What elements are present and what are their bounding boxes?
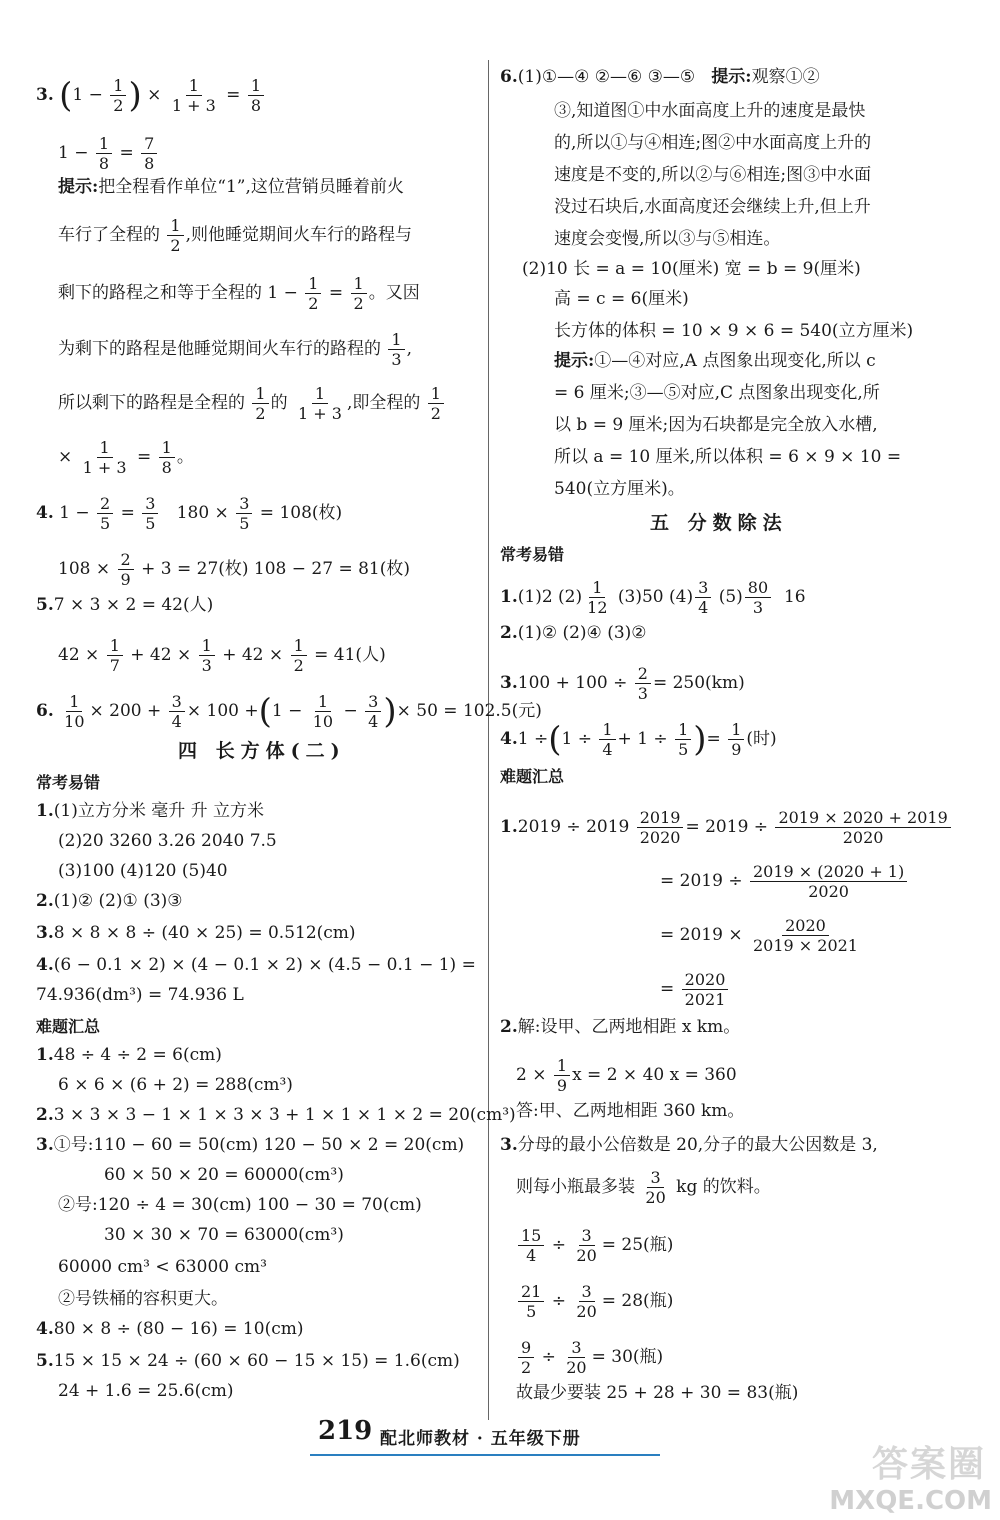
fraction: $\frac{2020}{2021}$ bbox=[682, 970, 729, 1009]
g-q2-line3: 答:甲、乙两地相距 360 km。 bbox=[516, 1101, 745, 1121]
fraction: $\frac{1}{3}$ bbox=[388, 330, 404, 369]
section-4-title: 四 长方体(二) bbox=[178, 740, 346, 762]
g-q1-line1: 1.2019 ÷ 2019 $\frac{2019}{2020}$ = 2019 ÷ $\frac{2019 \times 2020 + 2019}{2020}$ bbox=[500, 808, 953, 847]
fraction: $\frac{1}{10}$ bbox=[312, 692, 334, 731]
watermark-logo: 答案圈 bbox=[871, 1443, 986, 1485]
d-q3e: 60000 cm³ < 63000 cm³ bbox=[58, 1257, 267, 1277]
fraction: $\frac{1}{2}$ bbox=[167, 216, 183, 255]
q3-hint-2: 车行了全程的 $\frac{1}{2}$ ,则他睡觉期间火车行的路程与 bbox=[58, 216, 412, 255]
r6-line9: 长方体的体积 = 10 × 9 × 6 = 540(立方厘米) bbox=[554, 321, 914, 341]
fraction: $\frac{9}{2}$ bbox=[518, 1338, 534, 1377]
r6-line2: ③,知道图①中水面高度上升的速度是最快 bbox=[554, 101, 866, 121]
g-q1-line3: = 2019 × $\frac{2020}{2019 \times 2021}$ bbox=[660, 916, 863, 955]
fraction: $\frac{1}{1 + 3}$ bbox=[82, 438, 127, 477]
footer-title: 配北师教材 · 五年级下册 bbox=[380, 1429, 581, 1449]
fraction: $\frac{1}{2}$ bbox=[252, 384, 268, 423]
fraction: $\frac{1}{9}$ bbox=[728, 720, 744, 759]
r6-line7: (2)10 长 = a = 10(厘米) 宽 = b = 9(厘米) bbox=[522, 259, 861, 279]
fraction: $\frac{1}{2}$ bbox=[110, 76, 126, 115]
d-q2: 2.3 × 3 × 3 − 1 × 1 × 3 × 3 + 1 × 1 × 1 × 2 = 20(cm³) bbox=[36, 1105, 516, 1125]
fraction: $\frac{1}{8}$ bbox=[159, 438, 175, 477]
watermark bbox=[802, 1436, 992, 1516]
fraction: $\frac{7}{8}$ bbox=[141, 134, 157, 173]
fraction: $\frac{3}{20}$ bbox=[576, 1226, 597, 1265]
d-q1a: 1.48 ÷ 4 ÷ 2 = 6(cm) bbox=[36, 1045, 222, 1065]
d-q3a: 3.①号:110 − 60 = 50(cm) 120 − 50 × 2 = 20(cm) bbox=[36, 1135, 465, 1155]
d-q3b: 60 × 50 × 20 = 60000(cm³) bbox=[104, 1165, 344, 1185]
d-q1b: 6 × 6 × (6 + 2) = 288(cm³) bbox=[58, 1075, 293, 1095]
page-number: 219 bbox=[318, 1416, 373, 1446]
d-q3f: ②号铁桶的容积更大。 bbox=[58, 1289, 228, 1309]
f-q2: 2.(1)② (2)④ (3)② bbox=[500, 623, 647, 643]
fraction: $\frac{2019 \times (2020 + 1)}{2020}$ bbox=[750, 862, 907, 901]
q3-hint-3: 剩下的路程之和等于全程的 1 − $\frac{1}{2}$ = $\frac{1}{2}$ 。又因 bbox=[58, 274, 420, 313]
subheading-common-errors-5: 常考易错 bbox=[500, 545, 565, 564]
subheading-common-errors: 常考易错 bbox=[36, 773, 101, 792]
fraction: $\frac{1}{10}$ bbox=[64, 692, 85, 731]
r6-line3: 的,所以①与④相连;图②中水面高度上升的 bbox=[554, 133, 872, 153]
d-q3d: 30 × 30 × 70 = 63000(cm³) bbox=[104, 1225, 344, 1245]
s4-q3: 3.8 × 8 × 8 ÷ (40 × 25) = 0.512(cm) bbox=[36, 923, 356, 943]
subheading-hard-problems: 难题汇总 bbox=[36, 1017, 101, 1036]
q4-line1: 4. 1 − $\frac{2}{5}$ = $\frac{3}{5}$ 180 × $\frac{3}{5}$ = 108(枚) bbox=[36, 494, 343, 533]
g-q1-line2: = 2019 ÷ $\frac{2019 \times (2020 + 1)}{2020}$ bbox=[660, 862, 909, 901]
fraction: $\frac{21}{5}$ bbox=[518, 1282, 544, 1321]
fraction: $\frac{3}{4}$ bbox=[695, 578, 711, 617]
f-q1: 1.(1)2 (2) $\frac{1}{12}$ (3)50 (4) $\frac{3}{4}$ (5) $\frac{80}{3}$ 16 bbox=[500, 578, 806, 617]
s4-q1a: 1.(1)立方分米 毫升 升 立方米 bbox=[36, 801, 265, 821]
r6-line5: 没过石块后,水面高度还会继续上升,但上升 bbox=[554, 197, 871, 217]
r6-line6: 速度会变慢,所以③与⑤相连。 bbox=[554, 229, 781, 249]
f-q4: 4.1 ÷(1 ÷ $\frac{1}{4}$ + 1 ÷ $\frac{1}{5}$ )= $\frac{1}{9}$ (时) bbox=[500, 719, 777, 760]
fraction: $\frac{3}{20}$ bbox=[566, 1338, 587, 1377]
r6-line10: 提示:①—④对应,A 点图象出现变化,所以 c bbox=[554, 351, 876, 371]
fraction: $\frac{1}{2}$ bbox=[305, 274, 321, 313]
s4-q4a: 4.(6 − 0.1 × 2) × (4 − 0.1 × 2) × (4.5 − 0.1 − 1) = bbox=[36, 955, 476, 975]
section-5-title: 五 分数除法 bbox=[650, 512, 788, 534]
fraction: $\frac{1}{12}$ bbox=[587, 578, 608, 617]
fraction: $\frac{1}{5}$ bbox=[675, 720, 691, 759]
fraction: $\frac{1}{3}$ bbox=[199, 636, 215, 675]
column-divider bbox=[488, 60, 489, 1420]
fraction: $\frac{2020}{2019 \times 2021}$ bbox=[752, 916, 858, 955]
fraction: $\frac{1}{8}$ bbox=[248, 76, 264, 115]
q5-line1: 5.7 × 3 × 2 = 42(人) bbox=[36, 595, 214, 615]
fraction: $\frac{3}{5}$ bbox=[142, 494, 158, 533]
d-q5b: 24 + 1.6 = 25.6(cm) bbox=[58, 1381, 234, 1401]
g-q3-line1: 3.分母的最小公倍数是 20,分子的最大公因数是 3, bbox=[500, 1135, 878, 1155]
watermark-url: MXQE.COM bbox=[829, 1486, 992, 1516]
fraction: $\frac{1}{2}$ bbox=[291, 636, 307, 675]
fraction: $\frac{2}{5}$ bbox=[97, 494, 113, 533]
s4-q1c: (3)100 (4)120 (5)40 bbox=[58, 861, 228, 881]
r6-line12: 以 b = 9 厘米;因为石块都是完全放入水槽, bbox=[554, 415, 878, 435]
fraction: $\frac{2019}{2020}$ bbox=[637, 808, 684, 847]
fraction: $\frac{80}{3}$ bbox=[745, 578, 771, 617]
fraction: $\frac{2019 \times 2020 + 2019}{2020}$ bbox=[775, 808, 950, 847]
f-q3: 3.100 + 100 ÷ $\frac{2}{3}$ = 250(km) bbox=[500, 664, 745, 703]
fraction: $\frac{1}{1 + 3}$ bbox=[298, 384, 342, 423]
r6-line8: 高 = c = 6(厘米) bbox=[554, 289, 689, 309]
q3-hint-1: 提示:把全程看作单位“1”,这位营销员睡着前火 bbox=[58, 177, 404, 197]
s4-q1b: (2)20 3260 3.26 2040 7.5 bbox=[58, 831, 277, 851]
fraction: $\frac{3}{4}$ bbox=[169, 692, 185, 731]
fraction: $\frac{1}{2}$ bbox=[351, 274, 367, 313]
fraction: $\frac{3}{5}$ bbox=[236, 494, 252, 533]
fraction: $\frac{3}{4}$ bbox=[365, 692, 381, 731]
d-q4: 4.80 × 8 ÷ (80 − 16) = 10(cm) bbox=[36, 1319, 304, 1339]
fraction: $\frac{1}{2}$ bbox=[428, 384, 444, 423]
g-q3-eq3: $\frac{9}{2}$ ÷ $\frac{3}{20}$ = 30(瓶) bbox=[516, 1338, 663, 1377]
fraction: $\frac{3}{20}$ bbox=[645, 1168, 666, 1207]
fraction: $\frac{3}{20}$ bbox=[576, 1282, 597, 1321]
q3-hint-5: 所以剩下的路程是全程的 $\frac{1}{2}$ 的 $\frac{1}{1 + 3}$ ,即全程的 $\frac{1}{2}$ bbox=[58, 384, 446, 423]
q4-line2: 108 × $\frac{2}{9}$ + 3 = 27(枚) 108 − 27 = 81(枚) bbox=[58, 550, 411, 589]
g-q2-line2: 2 × $\frac{1}{9}$ x = 2 × 40 x = 360 bbox=[516, 1056, 737, 1095]
s4-q2: 2.(1)② (2)① (3)③ bbox=[36, 891, 183, 911]
fraction: $\frac{1}{9}$ bbox=[554, 1056, 570, 1095]
g-q3-line2: 则每小瓶最多装 $\frac{3}{20}$ kg 的饮料。 bbox=[516, 1168, 771, 1207]
subheading-hard-problems-5: 难题汇总 bbox=[500, 767, 565, 786]
fraction: $\frac{15}{4}$ bbox=[518, 1226, 544, 1265]
s4-q4b: 74.936(dm³) = 74.936 L bbox=[36, 985, 244, 1005]
fraction: $\frac{1}{4}$ bbox=[599, 720, 615, 759]
fraction: $\frac{1}{7}$ bbox=[107, 636, 123, 675]
g-q2-line1: 2.解:设甲、乙两地相距 x km。 bbox=[500, 1017, 741, 1037]
r6-line13: 所以 a = 10 厘米,所以体积 = 6 × 9 × 10 = bbox=[554, 447, 902, 467]
d-q5a: 5.15 × 15 × 24 ÷ (60 × 60 − 15 × 15) = 1.6(cm) bbox=[36, 1351, 460, 1371]
fraction: $\frac{1}{8}$ bbox=[96, 134, 112, 173]
q3-hint-4: 为剩下的路程是他睡觉期间火车行的路程的 $\frac{1}{3}$ , bbox=[58, 330, 412, 369]
q3-line1: 3. (1 − $\frac{1}{2}$ ) × $\frac{1}{1 + 3}$ = $\frac{1}{8}$ bbox=[36, 76, 266, 115]
q3-hint-6: × $\frac{1}{1 + 3}$ = $\frac{1}{8}$ 。 bbox=[58, 438, 194, 477]
g-q1-line4: = $\frac{2020}{2021}$ bbox=[660, 970, 730, 1009]
r6-line4: 速度是不变的,所以②与⑥相连;图③中水面 bbox=[554, 165, 872, 185]
g-q3-eq2: $\frac{21}{5}$ ÷ $\frac{3}{20}$ = 28(瓶) bbox=[516, 1282, 673, 1321]
fraction: $\frac{1}{1 + 3}$ bbox=[171, 76, 216, 115]
q5-line2: 42 × $\frac{1}{7}$ + 42 × $\frac{1}{3}$ + 42 × $\frac{1}{2}$ = 41(人) bbox=[58, 636, 386, 675]
q3-line2: 1 − $\frac{1}{8}$ = $\frac{7}{8}$ bbox=[58, 134, 159, 173]
r6-line1: 6.(1)①—④ ②—⑥ ③—⑤ 提示:观察①② bbox=[500, 67, 820, 87]
fraction: $\frac{2}{3}$ bbox=[635, 664, 651, 703]
g-q3-eq1: $\frac{15}{4}$ ÷ $\frac{3}{20}$ = 25(瓶) bbox=[516, 1226, 673, 1265]
fraction: $\frac{2}{9}$ bbox=[118, 550, 134, 589]
q6-line: 6. $\frac{1}{10}$ × 200 + $\frac{3}{4}$ × 100 +(1 − $\frac{1}{10}$ − $\frac{3}{4}$ )× 50 = 102.5(元) bbox=[36, 691, 542, 732]
d-q3c: ②号:120 ÷ 4 = 30(cm) 100 − 30 = 70(cm) bbox=[58, 1195, 422, 1215]
r6-line11: = 6 厘米;③—⑤对应,C 点图象出现变化,所 bbox=[554, 383, 880, 403]
r6-line14: 540(立方厘米)。 bbox=[554, 479, 685, 499]
page-footer bbox=[310, 1416, 660, 1456]
g-q3-final: 故最少要装 25 + 28 + 30 = 83(瓶) bbox=[516, 1383, 799, 1403]
